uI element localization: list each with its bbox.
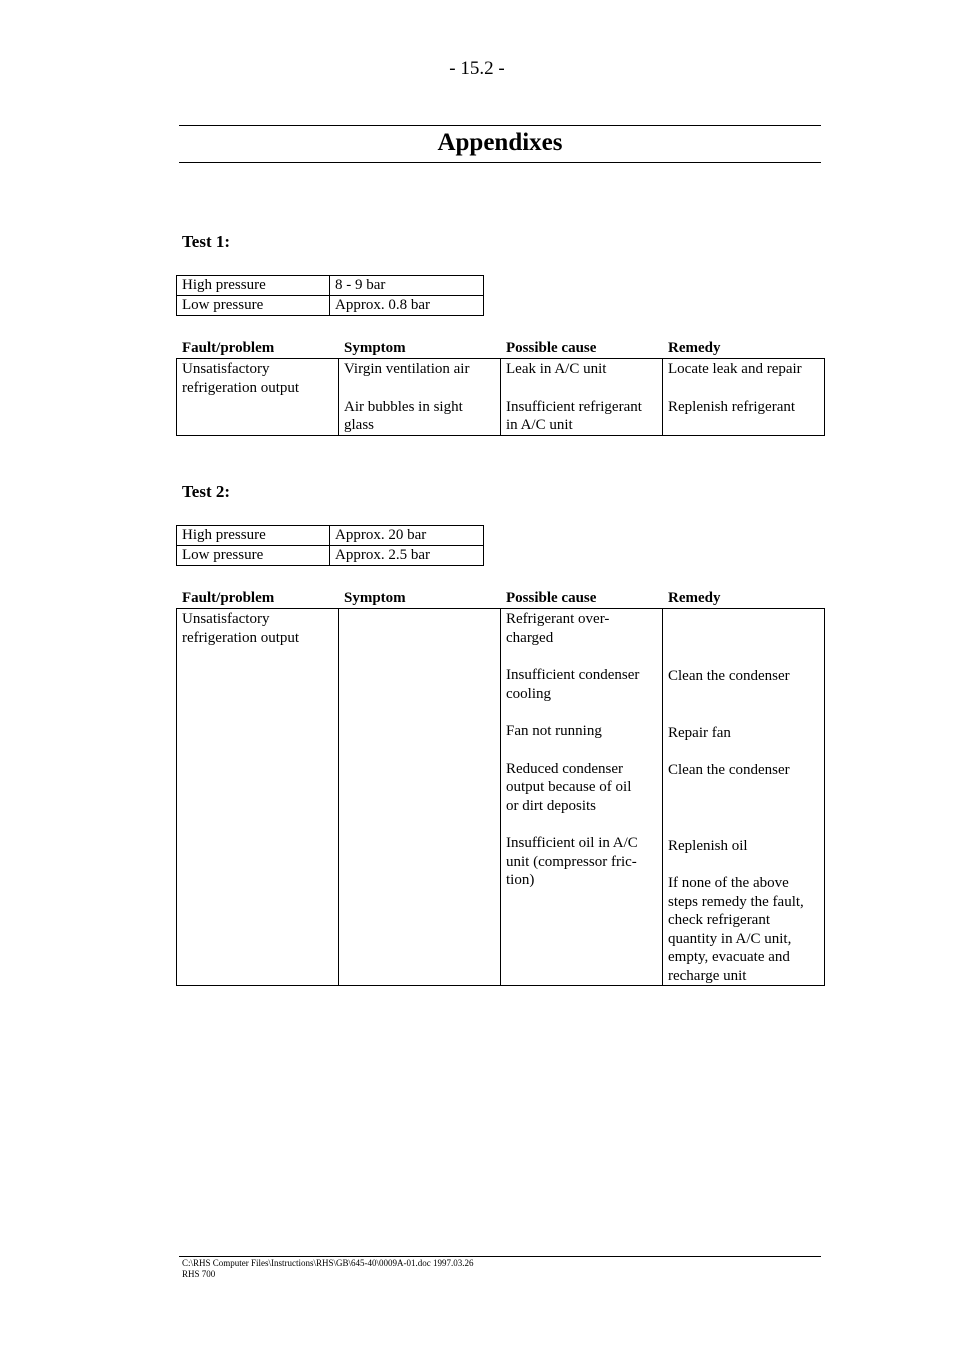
cause-cell: Refrigerant over- charged Insufficient condenser cooling Fan not running Reduced condenser output because of oil or dirt deposits Insufficient oil in A/C unit (compressor fric- tion) — [501, 609, 663, 986]
header-remedy: Remedy — [668, 590, 721, 606]
fault-cell: Unsatisfactory refrigeration output — [177, 609, 339, 986]
pressure-label: Low pressure — [177, 296, 330, 316]
title-bottom-rule — [179, 162, 821, 163]
header-cause: Possible cause — [506, 590, 597, 606]
header-cause: Possible cause — [506, 340, 597, 356]
header-fault: Fault/problem — [182, 590, 275, 606]
remedy-cell: Clean the condenser Repair fan Clean the condenser Replenish oil If none of the above steps remedy the fault, check refrigerant quantity in A/C unit, empty, evacuate and recharge unit — [663, 609, 825, 986]
title-top-rule — [179, 125, 821, 126]
table-row — [177, 276, 484, 296]
remedy-cell: Locate leak and repair Replenish refrigerant — [663, 359, 825, 436]
header-symptom: Symptom — [344, 590, 406, 606]
table-row — [177, 296, 484, 316]
cause-cell: Leak in A/C unit Insufficient refrigerant in A/C unit — [501, 359, 663, 436]
test1-heading: Test 1: — [182, 232, 231, 251]
test1-fault-table — [176, 358, 825, 436]
pressure-value: Approx. 0.8 bar — [330, 296, 484, 316]
pressure-value: Approx. 2.5 bar — [330, 546, 484, 566]
page-title: Appendixes — [437, 129, 563, 156]
symptom-cell — [339, 609, 501, 986]
pressure-label: High pressure — [177, 526, 330, 546]
test2-heading: Test 2: — [182, 482, 231, 501]
symptom-cell: Virgin ventilation air Air bubbles in sight glass — [339, 359, 501, 436]
fault-cell: Unsatisfactory refrigeration output — [177, 359, 339, 436]
table-row — [177, 526, 484, 546]
footer-model: RHS 700 — [182, 1269, 216, 1279]
table-row — [177, 609, 825, 986]
pressure-value: 8 - 9 bar — [330, 276, 484, 296]
test1-pressure-table — [176, 275, 484, 316]
header-fault: Fault/problem — [182, 340, 275, 356]
table-row — [177, 359, 825, 436]
pressure-label: High pressure — [177, 276, 330, 296]
pressure-label: Low pressure — [177, 546, 330, 566]
footer — [182, 1258, 474, 1280]
footer-file-path: C:\RHS Computer Files\Instructions\RHS\GB\645-40\0009A-01.doc 1997.03.26 — [182, 1258, 474, 1268]
header-symptom: Symptom — [344, 340, 406, 356]
header-remedy: Remedy — [668, 340, 721, 356]
page-number: - 15.2 - — [449, 58, 505, 79]
test2-pressure-table — [176, 525, 484, 566]
test2-fault-table — [176, 608, 825, 986]
table-row — [177, 546, 484, 566]
footer-rule — [179, 1256, 821, 1257]
pressure-value: Approx. 20 bar — [330, 526, 484, 546]
